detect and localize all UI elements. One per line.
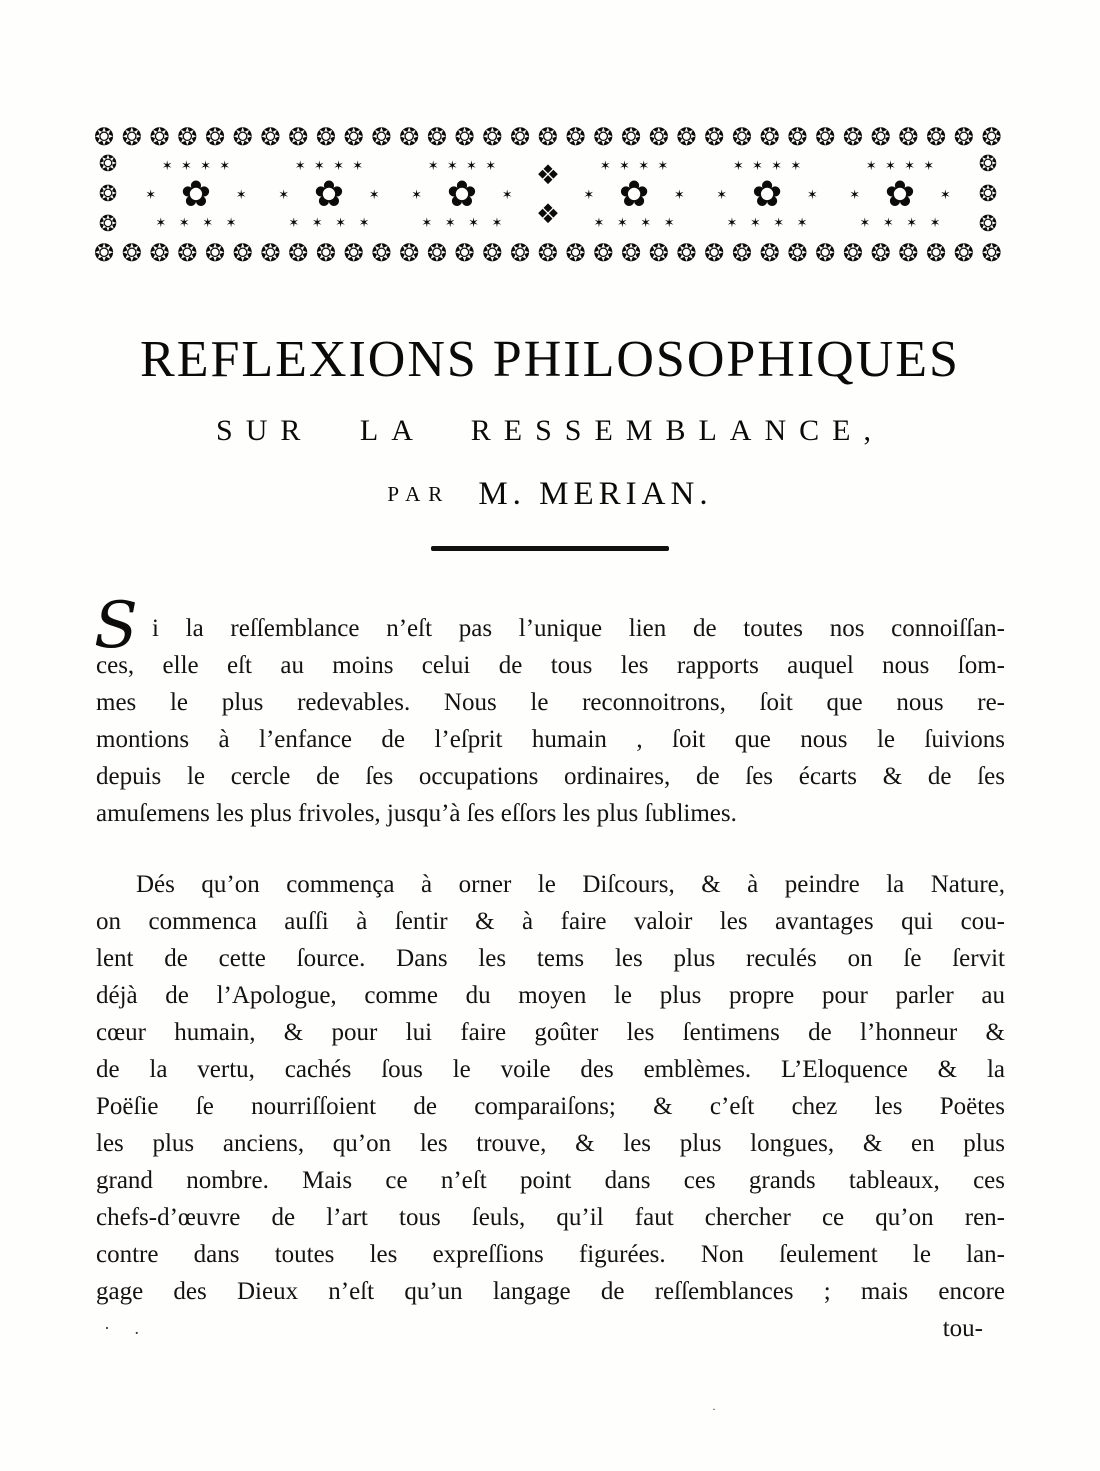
ornament-glyph: ✶	[485, 159, 497, 174]
ornament-glyph: ❂	[565, 240, 586, 266]
ornament-glyph: ❂	[759, 124, 780, 150]
ornament-glyph: ❂	[704, 124, 725, 150]
text-line: amuſemens les plus frivoles, jusqu’à ſes eſſors les plus ſublimes.	[96, 800, 737, 827]
ornament-clusters	[122, 150, 974, 240]
ornament-glyph: ❂	[676, 240, 697, 266]
ornament-glyph: ✶	[884, 159, 896, 174]
ornament-glyph: ❂	[371, 124, 392, 150]
ornament-glyph: ✶	[657, 159, 669, 174]
ornament-glyph: ❂	[315, 124, 336, 150]
ornament-glyph: ✶	[294, 159, 306, 174]
ornament-glyph: ✶	[865, 159, 877, 174]
diamond-ornament-icon: ❖	[535, 160, 561, 191]
ornament-glyph: ❂	[177, 124, 198, 150]
ornament-glyph: ❂	[981, 240, 1002, 266]
ornament-glyph: ✶	[771, 159, 783, 174]
ornament-glyph: ❂	[98, 182, 118, 207]
ornament-glyph: ❂	[94, 124, 115, 150]
ornament-glyph: ❂	[94, 240, 115, 266]
rosette-icon: ✿	[446, 174, 477, 215]
ornament-glyph: ✶	[466, 159, 477, 174]
star-icon: ✶	[673, 187, 685, 203]
ornament-glyph: ❂	[482, 124, 503, 150]
text-line: contre dans toutes les expreſſions figurées. Non ſeulement le lan-	[96, 1241, 1005, 1268]
text-line: i la reſſemblance n’eſt pas l’unique lien de toutes nos connoiſſan-	[152, 615, 1005, 642]
ornament-glyph: ❂	[121, 240, 142, 266]
ornament-glyph: ❂	[510, 124, 531, 150]
ornament-center-diamonds	[536, 162, 560, 228]
byline	[0, 476, 1100, 513]
ornament-middle-band	[94, 150, 1002, 240]
ornament-headpiece	[94, 124, 1002, 266]
text-line: on commenca auſſi à ſentir & à faire valoir les avantages qui cou-	[96, 908, 1005, 935]
ornament-glyph: ❂	[343, 124, 364, 150]
text-line: déjà de l’Apologue, comme du moyen le plus propre pour parler au	[96, 982, 1005, 1009]
text-line: lent de cette ſource. Dans les tems les plus reculés on ſe ſervit	[96, 945, 1005, 972]
star-ring-top	[858, 159, 943, 174]
ornament-glyph: ❂	[898, 240, 919, 266]
ornament-glyph: ✶	[313, 159, 325, 174]
rosette-star-cluster	[708, 159, 826, 231]
ornament-glyph: ✶	[906, 216, 918, 231]
star-icon: ✶	[368, 187, 380, 203]
star-ring-bottom	[581, 216, 687, 231]
ornament-glyph: ❂	[731, 240, 752, 266]
rosette-icon: ✿	[618, 174, 650, 215]
ornament-glyph: ❂	[978, 152, 998, 177]
ornament-glyph: ✶	[616, 216, 628, 231]
star-icon: ✶	[939, 187, 951, 203]
ornament-right-border	[974, 150, 1002, 240]
ornament-glyph: ✶	[599, 159, 611, 174]
star-ring-top	[592, 159, 677, 174]
text-line: Dés qu’on commença à orner le Diſcours, & à peindre la Nature,	[136, 871, 1005, 898]
ornament-glyph: ✶	[421, 216, 433, 231]
ornament-glyph: ❂	[759, 240, 780, 266]
text-line: chefs-d’œuvre de l’art tous ſeuls, qu’il faut chercher ce qu’on ren-	[96, 1204, 1005, 1231]
text-line: grand nombre. Mais ce n’eſt point dans ces grands tableaux, ces	[96, 1167, 1005, 1194]
ornament-glyph: ✶	[468, 216, 480, 231]
text-line: les plus anciens, qu’on les trouve, & les plus longues, & en plus	[96, 1130, 1005, 1157]
rosette-star-cluster	[403, 159, 521, 231]
ornament-glyph: ❂	[620, 240, 642, 266]
dropcap-initial: S	[94, 589, 138, 663]
ornament-glyph: ✶	[859, 216, 871, 231]
text-line: ces, elle eſt au moins celui de tous les rapports auquel nous ſom-	[96, 652, 1005, 679]
rosette-icon: ✿	[180, 174, 212, 215]
text-line: Poëſie ſe nourriſſoient de comparaiſons; & c’eſt chez les Poëtes	[96, 1093, 1005, 1120]
ornament-glyph: ❂	[537, 124, 558, 150]
ornament-glyph: ✶	[751, 159, 763, 174]
ornament-top-border	[94, 124, 1002, 150]
ornament-glyph: ❂	[787, 124, 808, 150]
ornament-glyph: ❂	[565, 124, 586, 150]
ornament-glyph: ✶	[638, 159, 650, 174]
paragraph-1	[94, 589, 1005, 832]
ornament-glyph: ❂	[98, 212, 118, 237]
diamond-ornament-icon: ❖	[535, 199, 561, 230]
star-ring-bottom	[714, 216, 820, 231]
star-icon: ✶	[806, 187, 818, 203]
star-ring-middle	[411, 176, 512, 214]
ornament-glyph: ✶	[311, 216, 323, 231]
rosette-star-cluster	[270, 159, 388, 231]
ink-speck: · .	[104, 1318, 149, 1338]
ornament-glyph: ❂	[149, 124, 170, 150]
ornament-glyph: ✶	[640, 216, 652, 231]
ornament-glyph: ✶	[446, 159, 458, 174]
text-line: gage des Dieux n’eſt qu’un langage de reſſemblances ; mais encore	[96, 1278, 1005, 1305]
catchword: tou-	[942, 1315, 983, 1342]
ornament-glyph: ✶	[726, 216, 738, 231]
star-icon: ✶	[411, 187, 423, 203]
ornament-glyph: ✶	[773, 216, 785, 231]
ornament-glyph: ❂	[399, 124, 420, 150]
ornament-glyph: ✶	[749, 216, 761, 231]
ornament-glyph: ❂	[704, 240, 725, 266]
text-line: mes le plus redevables. Nous le reconnoitrons, ſoit que nous re-	[96, 689, 1005, 716]
ornament-glyph: ❂	[288, 124, 309, 150]
star-icon: ✶	[849, 187, 861, 203]
star-icon: ✶	[583, 187, 595, 203]
ornament-glyph: ✶	[288, 216, 300, 231]
rosette-icon: ✿	[313, 174, 345, 215]
ornament-glyph: ❂	[454, 240, 475, 266]
star-ring-middle	[716, 176, 817, 214]
ornament-glyph: ✶	[444, 216, 456, 231]
ornament-glyph: ❂	[232, 240, 253, 266]
ornament-glyph: ✶	[929, 216, 941, 231]
ornament-glyph: ❂	[260, 124, 281, 150]
star-ring-top	[286, 159, 371, 174]
text-line: montions à l’enfance de l’eſprit humain , ſoit que nous le ſuivions	[96, 726, 1005, 753]
ornament-glyph: ❂	[593, 240, 614, 266]
paragraph-2	[96, 866, 1005, 1310]
ornament-glyph: ❂	[953, 124, 974, 150]
star-icon: ✶	[235, 187, 247, 203]
ornament-glyph: ❂	[399, 240, 420, 266]
ornament-glyph: ✶	[796, 216, 808, 231]
text-line: cœur humain, & pour lui faire goûter les ſentimens de l’honneur &	[96, 1019, 1005, 1046]
ornament-glyph: ❂	[648, 124, 669, 150]
ornament-glyph: ✶	[923, 159, 935, 174]
ornament-glyph: ❂	[204, 124, 226, 150]
ornament-glyph: ❂	[593, 124, 614, 150]
ornament-glyph: ❂	[842, 124, 863, 150]
star-ring-top	[725, 159, 810, 174]
star-ring-middle	[278, 176, 379, 214]
ornament-glyph: ❂	[204, 240, 226, 266]
ink-speck: ·	[712, 1402, 726, 1416]
ornament-glyph: ❂	[121, 124, 142, 150]
ornament-glyph: ❂	[537, 240, 558, 266]
ornament-glyph: ❂	[731, 124, 752, 150]
star-icon: ✶	[145, 187, 157, 203]
ornament-glyph: ✶	[904, 159, 916, 174]
ornament-bottom-border	[94, 240, 1002, 266]
page-subtitle: SUR LA RESSEMBLANCE,	[216, 414, 884, 447]
ornament-glyph: ❂	[676, 124, 697, 150]
page-title: REFLEXIONS PHILOSOPHIQUES	[140, 331, 960, 388]
ornament-glyph: ❂	[260, 240, 281, 266]
ornament-glyph: ✶	[155, 216, 167, 231]
ornament-glyph: ✶	[732, 159, 744, 174]
ornament-glyph: ✶	[491, 216, 503, 231]
ornament-glyph: ❂	[870, 124, 891, 150]
ornament-glyph: ✶	[335, 216, 347, 231]
star-icon: ✶	[278, 187, 290, 203]
ornament-glyph: ❂	[371, 240, 392, 266]
star-ring-bottom	[409, 216, 515, 231]
star-ring-middle	[145, 176, 246, 214]
ornament-glyph: ❂	[232, 124, 253, 150]
ornament-glyph: ❂	[149, 240, 170, 266]
star-ring-bottom	[276, 216, 382, 231]
ornament-glyph: ✶	[200, 159, 211, 174]
rosette-icon: ✿	[884, 174, 916, 215]
ornament-glyph: ❂	[482, 240, 503, 266]
star-icon: ✶	[501, 187, 513, 203]
star-ring-middle	[849, 176, 950, 214]
rosette-star-cluster	[841, 159, 959, 231]
ornament-glyph: ❂	[978, 182, 998, 207]
ornament-glyph: ✶	[593, 216, 605, 231]
ornament-glyph: ❂	[926, 124, 947, 150]
ornament-glyph: ✶	[161, 159, 173, 174]
star-ring-top	[419, 159, 504, 174]
text-line: de la vertu, cachés ſous le voile des emblèmes. L’Eloquence & la	[96, 1056, 1005, 1083]
rosette-star-cluster	[575, 159, 693, 231]
ornament-glyph: ❂	[898, 124, 919, 150]
byline-prefix: PAR	[387, 482, 451, 506]
ornament-glyph: ❂	[426, 240, 447, 266]
ornament-glyph: ✶	[333, 159, 344, 174]
ornament-glyph: ❂	[98, 152, 118, 177]
title-divider-rule	[431, 546, 669, 551]
star-ring-bottom	[143, 216, 249, 231]
rosette-icon: ✿	[751, 174, 783, 215]
ornament-glyph: ✶	[352, 159, 364, 174]
body-text	[94, 589, 1005, 1347]
ornament-glyph: ❂	[978, 212, 998, 237]
ornament-glyph: ✶	[202, 216, 214, 231]
star-ring-middle	[583, 176, 684, 214]
ornament-glyph: ❂	[815, 124, 836, 150]
ornament-glyph: ❂	[648, 240, 669, 266]
ornament-glyph: ❂	[842, 240, 863, 266]
ornament-glyph: ❂	[315, 240, 336, 266]
ornament-glyph: ❂	[981, 124, 1002, 150]
ornament-glyph: ❂	[620, 124, 642, 150]
ornament-glyph: ✶	[663, 216, 675, 231]
ornament-glyph: ✶	[178, 216, 190, 231]
ornament-glyph: ❂	[815, 240, 836, 266]
ornament-left-border	[94, 150, 122, 240]
ornament-glyph: ❂	[787, 240, 808, 266]
text-line: depuis le cercle de ſes occupations ordinaires, de ſes écarts & de ſes	[96, 763, 1005, 790]
ornament-glyph: ✶	[225, 216, 237, 231]
author-name: M. MERIAN.	[478, 476, 713, 512]
ornament-glyph: ❂	[454, 124, 475, 150]
ornament-glyph: ❂	[343, 240, 364, 266]
ornament-glyph: ❂	[288, 240, 309, 266]
ornament-glyph: ✶	[619, 159, 630, 174]
star-ring-bottom	[847, 216, 953, 231]
rosette-star-cluster	[137, 159, 255, 231]
ornament-glyph: ❂	[926, 240, 947, 266]
ornament-glyph: ❂	[510, 240, 531, 266]
ornament-glyph: ❂	[177, 240, 198, 266]
ornament-glyph: ❂	[870, 240, 891, 266]
ornament-glyph: ✶	[790, 159, 802, 174]
ornament-glyph: ✶	[180, 159, 192, 174]
ornament-glyph: ✶	[882, 216, 894, 231]
star-ring-top	[153, 159, 238, 174]
ornament-glyph: ✶	[219, 159, 231, 174]
ornament-glyph: ✶	[427, 159, 439, 174]
ornament-glyph: ✶	[358, 216, 370, 231]
ornament-glyph: ❂	[953, 240, 974, 266]
ornament-glyph: ❂	[426, 124, 447, 150]
star-icon: ✶	[716, 187, 728, 203]
